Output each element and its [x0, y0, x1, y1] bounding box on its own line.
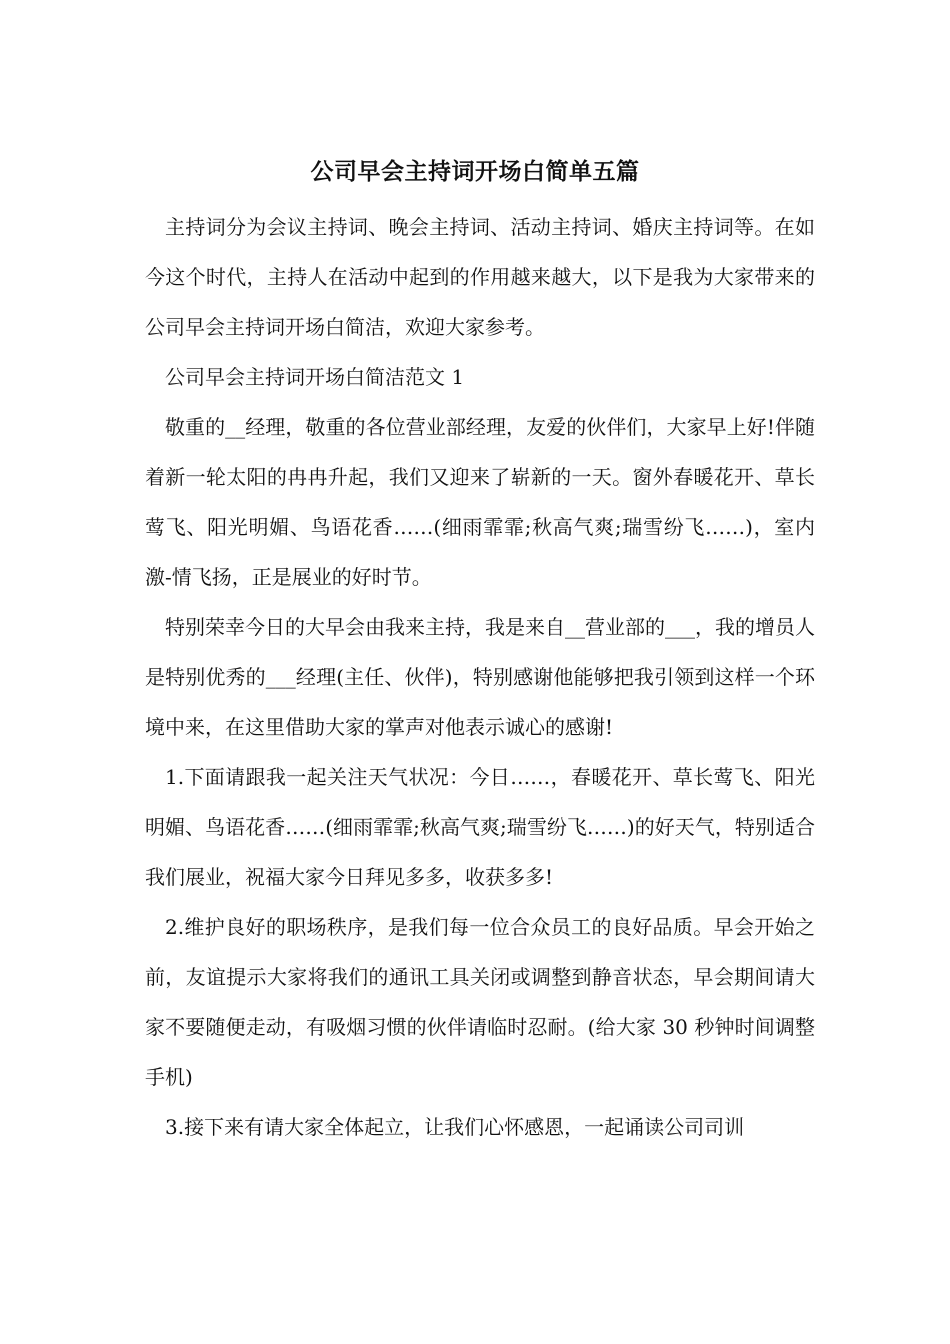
host-intro-paragraph: 特别荣幸今日的大早会由我来主持，我是来自__营业部的___，我的增员人是特别优秀的___经理(主任、伙伴)，特别感谢他能够把我引领到这样一个环境中来，在这里借助大家的掌声对他表示诚心的感谢!: [145, 615, 815, 739]
greeting-paragraph: 敬重的__经理，敬重的各位营业部经理，友爱的伙伴们，大家早上好!伴随着新一轮太阳的冉冉升起，我们又迎来了崭新的一天。窗外春暖花开、草长莺飞、阳光明媚、鸟语花香……(细雨霏霏;秋高气爽;瑞雪纷飞……)，室内激-情飞扬，正是展业的好时节。: [145, 415, 815, 589]
document-title: 公司早会主持词开场白简单五篇: [310, 158, 640, 185]
document-body: [145, 202, 815, 1152]
motto-paragraph: 3.接下来有请大家全体起立，让我们心怀感恩，一起诵读公司司训: [165, 1115, 745, 1139]
weather-paragraph: 1.下面请跟我一起关注天气状况：今日……，春暖花开、草长莺飞、阳光明媚、鸟语花香……(细雨霏霏;秋高气爽;瑞雪纷飞……)的好天气，特别适合我们展业，祝福大家今日拜见多多，收获多多!: [145, 765, 815, 889]
order-paragraph: 2.维护良好的职场秩序，是我们每一位合众员工的良好品质。早会开始之前，友谊提示大家将我们的通讯工具关闭或调整到静音状态，早会期间请大家不要随便走动，有吸烟习惯的伙伴请临时忍耐。(给大家 30 秒钟时间调整手机): [145, 915, 815, 1089]
section-heading: 公司早会主持词开场白简洁范文 1: [165, 365, 465, 389]
intro-paragraph: 主持词分为会议主持词、晚会主持词、活动主持词、婚庆主持词等。在如今这个时代，主持人在活动中起到的作用越来越大，以下是我为大家带来的公司早会主持词开场白简洁，欢迎大家参考。: [145, 215, 815, 339]
